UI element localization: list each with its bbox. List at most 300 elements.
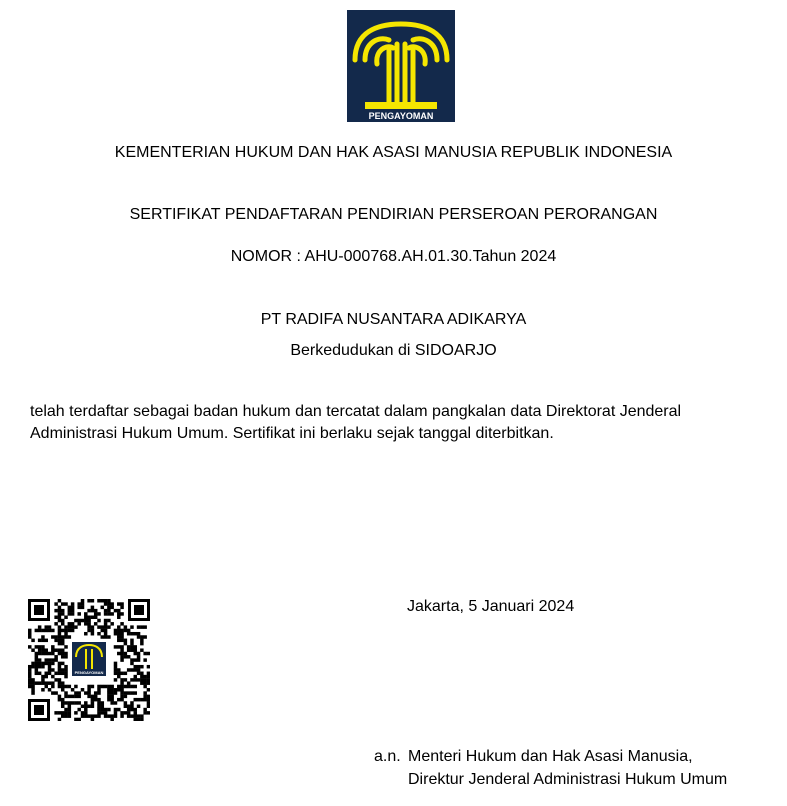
qr-module: [127, 632, 131, 636]
qr-module: [87, 609, 91, 613]
qr-module: [104, 609, 108, 613]
qr-module: [64, 632, 68, 636]
qr-module: [44, 652, 48, 656]
qr-module: [97, 612, 101, 616]
qr-module: [61, 652, 65, 656]
qr-module: [124, 711, 128, 715]
qr-module: [41, 652, 45, 656]
qr-module: [130, 625, 134, 629]
qr-module: [87, 695, 91, 699]
qr-module: [117, 652, 121, 656]
qr-module: [28, 681, 32, 685]
qr-module: [54, 678, 58, 682]
qr-module: [87, 599, 91, 603]
qr-module: [97, 619, 101, 623]
signatory-line-2: Direktur Jenderal Administrasi Hukum Umum: [408, 771, 728, 788]
qr-module: [143, 708, 147, 712]
qr-module: [124, 695, 128, 699]
qr-module: [94, 622, 98, 626]
qr-module: [84, 691, 88, 695]
qr-module: [91, 625, 95, 629]
qr-module: [94, 714, 98, 718]
qr-module: [143, 711, 147, 715]
qr-module: [41, 675, 45, 679]
qr-module: [104, 714, 108, 718]
qr-module: [77, 718, 81, 721]
qr-module: [58, 606, 62, 610]
qr-module: [64, 655, 68, 659]
qr-module: [140, 648, 144, 652]
qr-module: [35, 645, 39, 649]
qr-module: [58, 612, 62, 616]
qr-module: [137, 635, 141, 639]
qr-module: [120, 622, 124, 626]
qr-module: [130, 632, 134, 636]
pengayoman-emblem-icon: [347, 10, 455, 122]
qr-module: [117, 685, 121, 689]
qr-module: [31, 639, 35, 643]
qr-module: [94, 609, 98, 613]
qr-module: [77, 708, 81, 712]
qr-module: [31, 648, 35, 652]
qr-module: [77, 602, 81, 606]
qr-module: [137, 678, 141, 682]
qr-module: [101, 705, 105, 709]
qr-module: [107, 612, 111, 616]
qr-module: [44, 625, 48, 629]
qr-module: [84, 711, 88, 715]
qr-module: [77, 622, 81, 626]
qr-module: [114, 691, 118, 695]
qr-module: [81, 602, 85, 606]
qr-module: [147, 698, 150, 702]
qr-module: [64, 665, 68, 669]
qr-module: [68, 708, 72, 712]
qr-module: [58, 629, 62, 633]
qr-module: [114, 711, 118, 715]
qr-module: [77, 619, 81, 623]
qr-module: [87, 622, 91, 626]
qr-module: [130, 648, 134, 652]
qr-module: [120, 681, 124, 685]
qr-module: [120, 629, 124, 633]
qr-module: [117, 629, 121, 633]
qr-module: [44, 685, 48, 689]
qr-module: [94, 691, 98, 695]
qr-module: [68, 705, 72, 709]
qr-module: [143, 685, 147, 689]
qr-module: [48, 662, 52, 666]
qr-module: [120, 658, 124, 662]
qr-module: [147, 675, 150, 679]
qr-module: [143, 678, 147, 682]
qr-module: [48, 658, 52, 662]
qr-module: [64, 615, 68, 619]
qr-module: [41, 635, 45, 639]
qr-module: [147, 688, 150, 692]
qr-module: [77, 695, 81, 699]
qr-module: [64, 714, 68, 718]
qr-module: [97, 688, 101, 692]
qr-module: [38, 625, 42, 629]
qr-module: [91, 609, 95, 613]
qr-module: [134, 711, 138, 715]
qr-module: [101, 701, 105, 705]
qr-module: [97, 714, 101, 718]
qr-module: [71, 625, 75, 629]
qr-module: [61, 701, 65, 705]
qr-module: [110, 688, 114, 692]
qr-module: [91, 714, 95, 718]
qr-module: [117, 645, 121, 649]
qr-module: [71, 695, 75, 699]
qr-code: [28, 599, 150, 721]
qr-module: [127, 681, 131, 685]
qr-module: [147, 678, 150, 682]
qr-module: [130, 658, 134, 662]
qr-module: [64, 629, 68, 633]
qr-module: [117, 632, 121, 636]
qr-module: [120, 691, 124, 695]
qr-module: [28, 665, 32, 669]
qr-module: [74, 685, 78, 689]
qr-module: [127, 705, 131, 709]
qr-module: [48, 629, 52, 633]
qr-module: [130, 708, 134, 712]
qr-module: [117, 675, 121, 679]
qr-module: [104, 619, 108, 623]
qr-module: [134, 718, 138, 721]
qr-module: [120, 648, 124, 652]
qr-module: [130, 662, 134, 666]
qr-module: [130, 714, 134, 718]
qr-module: [31, 665, 35, 669]
qr-module: [31, 688, 35, 692]
qr-module: [110, 612, 114, 616]
qr-module: [35, 658, 39, 662]
qr-module: [87, 615, 91, 619]
qr-module: [97, 632, 101, 636]
qr-module: [101, 625, 105, 629]
qr-module: [140, 639, 144, 643]
qr-module: [44, 681, 48, 685]
qr-module: [120, 606, 124, 610]
qr-module: [147, 665, 150, 669]
qr-module: [58, 681, 62, 685]
qr-module: [91, 599, 95, 603]
qr-module: [71, 622, 75, 626]
qr-module: [104, 632, 108, 636]
qr-module: [77, 691, 81, 695]
qr-module: [117, 672, 121, 676]
qr-module: [38, 681, 42, 685]
qr-module: [64, 672, 68, 676]
qr-module: [64, 625, 68, 629]
qr-module: [124, 639, 128, 643]
qr-module: [117, 708, 121, 712]
qr-module: [91, 606, 95, 610]
qr-module: [48, 672, 52, 676]
qr-module: [120, 695, 124, 699]
qr-module: [84, 632, 88, 636]
qr-module: [38, 639, 42, 643]
qr-module: [58, 668, 62, 672]
qr-module: [41, 678, 45, 682]
qr-module: [64, 645, 68, 649]
qr-module: [31, 662, 35, 666]
signatory-line-1: Menteri Hukum dan Hak Asasi Manusia,: [408, 748, 693, 765]
qr-module: [107, 606, 111, 610]
qr-module: [104, 622, 108, 626]
qr-module: [137, 655, 141, 659]
qr-module: [54, 602, 58, 606]
qr-module: [54, 648, 58, 652]
qr-module: [64, 711, 68, 715]
qr-module: [94, 698, 98, 702]
qr-module: [41, 688, 45, 692]
qr-module: [38, 645, 42, 649]
pengayoman-logo: [347, 10, 455, 122]
qr-module: [61, 714, 65, 718]
qr-module: [104, 599, 108, 603]
qr-module: [117, 615, 121, 619]
qr-module: [64, 675, 68, 679]
qr-module: [124, 685, 128, 689]
qr-module: [94, 615, 98, 619]
qr-module: [107, 708, 111, 712]
qr-module: [54, 658, 58, 662]
qr-module: [51, 629, 55, 633]
qr-module: [101, 685, 105, 689]
qr-module: [51, 652, 55, 656]
qr-module: [147, 672, 150, 676]
qr-module: [54, 639, 58, 643]
qr-module: [87, 629, 91, 633]
qr-module: [38, 652, 42, 656]
qr-module: [137, 665, 141, 669]
qr-module: [91, 629, 95, 633]
qr-module: [51, 645, 55, 649]
qr-module: [134, 658, 138, 662]
qr-module: [101, 606, 105, 610]
qr-module: [28, 645, 32, 649]
qr-module: [110, 718, 114, 721]
qr-code-graphic: [28, 599, 150, 721]
ministry-heading: KEMENTERIAN HUKUM DAN HAK ASASI MANUSIA REPUBLIK INDONESIA: [114, 144, 673, 161]
qr-module: [54, 622, 58, 626]
qr-module: [114, 645, 118, 649]
qr-module: [101, 599, 105, 603]
qr-module: [61, 688, 65, 692]
qr-module: [68, 629, 72, 633]
qr-module: [68, 612, 72, 616]
qr-module: [107, 714, 111, 718]
qr-module: [120, 672, 124, 676]
qr-module: [97, 705, 101, 709]
qr-module: [28, 635, 32, 639]
qr-module: [84, 615, 88, 619]
qr-module: [104, 602, 108, 606]
qr-module: [31, 685, 35, 689]
qr-module: [68, 701, 72, 705]
qr-module: [31, 678, 35, 682]
qr-module: [84, 612, 88, 616]
qr-module: [54, 711, 58, 715]
qr-module: [81, 688, 85, 692]
qr-module: [64, 635, 68, 639]
qr-module: [28, 632, 32, 636]
qr-module: [110, 701, 114, 705]
qr-module: [44, 675, 48, 679]
qr-module: [48, 625, 52, 629]
qr-finder-top-left: [28, 599, 50, 621]
qr-module: [28, 675, 32, 679]
qr-module: [28, 668, 32, 672]
qr-module: [68, 714, 72, 718]
company-name: PT RADIFA NUSANTARA ADIKARYA: [260, 311, 527, 328]
qr-module: [140, 635, 144, 639]
qr-module: [110, 714, 114, 718]
qr-module: [74, 711, 78, 715]
qr-module: [127, 648, 131, 652]
qr-module: [114, 688, 118, 692]
qr-module: [51, 648, 55, 652]
qr-module: [91, 705, 95, 709]
qr-module: [114, 708, 118, 712]
qr-module: [84, 622, 88, 626]
qr-module: [107, 685, 111, 689]
qr-module: [91, 695, 95, 699]
qr-module: [35, 629, 39, 633]
qr-module: [58, 642, 62, 646]
qr-module: [58, 639, 62, 643]
qr-module: [130, 705, 134, 709]
qr-finder-bottom-left: [28, 699, 50, 721]
qr-module: [68, 711, 72, 715]
qr-module: [143, 695, 147, 699]
qr-module: [58, 615, 62, 619]
qr-module: [134, 708, 138, 712]
qr-module: [44, 672, 48, 676]
logo-label: PENGAYOMAN: [368, 111, 434, 121]
qr-module: [81, 714, 85, 718]
qr-module: [58, 635, 62, 639]
qr-module: [104, 612, 108, 616]
qr-module: [71, 609, 75, 613]
qr-module: [74, 691, 78, 695]
qr-module: [84, 705, 88, 709]
qr-module: [127, 691, 131, 695]
qr-module: [28, 678, 32, 682]
qr-module: [124, 678, 128, 682]
qr-module: [61, 672, 65, 676]
qr-module: [97, 625, 101, 629]
qr-module: [140, 678, 144, 682]
qr-module: [84, 701, 88, 705]
qr-module: [120, 698, 124, 702]
qr-module: [41, 681, 45, 685]
qr-module: [51, 662, 55, 666]
qr-module: [58, 625, 62, 629]
qr-module: [117, 625, 121, 629]
qr-module: [143, 698, 147, 702]
qr-module: [71, 612, 75, 616]
qr-module: [87, 625, 91, 629]
qr-module: [54, 615, 58, 619]
qr-module: [51, 635, 55, 639]
qr-module: [124, 642, 128, 646]
qr-module: [41, 662, 45, 666]
qr-module: [74, 619, 78, 623]
qr-module: [61, 619, 65, 623]
qr-module: [94, 695, 98, 699]
qr-module: [97, 685, 101, 689]
qr-module: [120, 639, 124, 643]
qr-module: [48, 652, 52, 656]
qr-module: [110, 691, 114, 695]
qr-module: [91, 685, 95, 689]
qr-module: [77, 612, 81, 616]
qr-module: [81, 711, 85, 715]
qr-module: [107, 599, 111, 603]
qr-module: [134, 648, 138, 652]
qr-module: [41, 665, 45, 669]
qr-module: [143, 681, 147, 685]
qr-module: [35, 652, 39, 656]
qr-module: [134, 685, 138, 689]
qr-module: [134, 668, 138, 672]
qr-module: [31, 681, 35, 685]
qr-module: [91, 718, 95, 721]
qr-module: [104, 635, 108, 639]
qr-module: [38, 629, 42, 633]
qr-module: [97, 708, 101, 712]
qr-module: [120, 711, 124, 715]
qr-module: [54, 691, 58, 695]
qr-module: [44, 658, 48, 662]
qr-module: [117, 602, 121, 606]
qr-module: [48, 681, 52, 685]
qr-module: [140, 642, 144, 646]
certificate-number: NOMOR : AHU-000768.AH.01.30.Tahun 2024: [230, 248, 557, 265]
qr-module: [140, 718, 144, 721]
qr-module: [61, 609, 65, 613]
qr-module: [61, 602, 65, 606]
qr-module: [61, 612, 65, 616]
qr-module: [110, 622, 114, 626]
qr-module: [28, 685, 32, 689]
qr-module: [58, 652, 62, 656]
qr-module: [137, 672, 141, 676]
qr-module: [114, 629, 118, 633]
qr-module: [137, 658, 141, 662]
qr-module: [41, 639, 45, 643]
qr-module: [107, 695, 111, 699]
qr-module: [97, 701, 101, 705]
qr-module: [68, 606, 72, 610]
qr-module: [114, 678, 118, 682]
qr-module: [77, 606, 81, 610]
qr-module: [110, 695, 114, 699]
qr-module: [41, 629, 45, 633]
company-domicile: Berkedudukan di SIDOARJO: [290, 342, 497, 359]
qr-module: [117, 688, 121, 692]
qr-module: [61, 698, 65, 702]
qr-module: [107, 691, 111, 695]
qr-module: [81, 599, 85, 603]
qr-module: [68, 695, 72, 699]
qr-module: [107, 688, 111, 692]
